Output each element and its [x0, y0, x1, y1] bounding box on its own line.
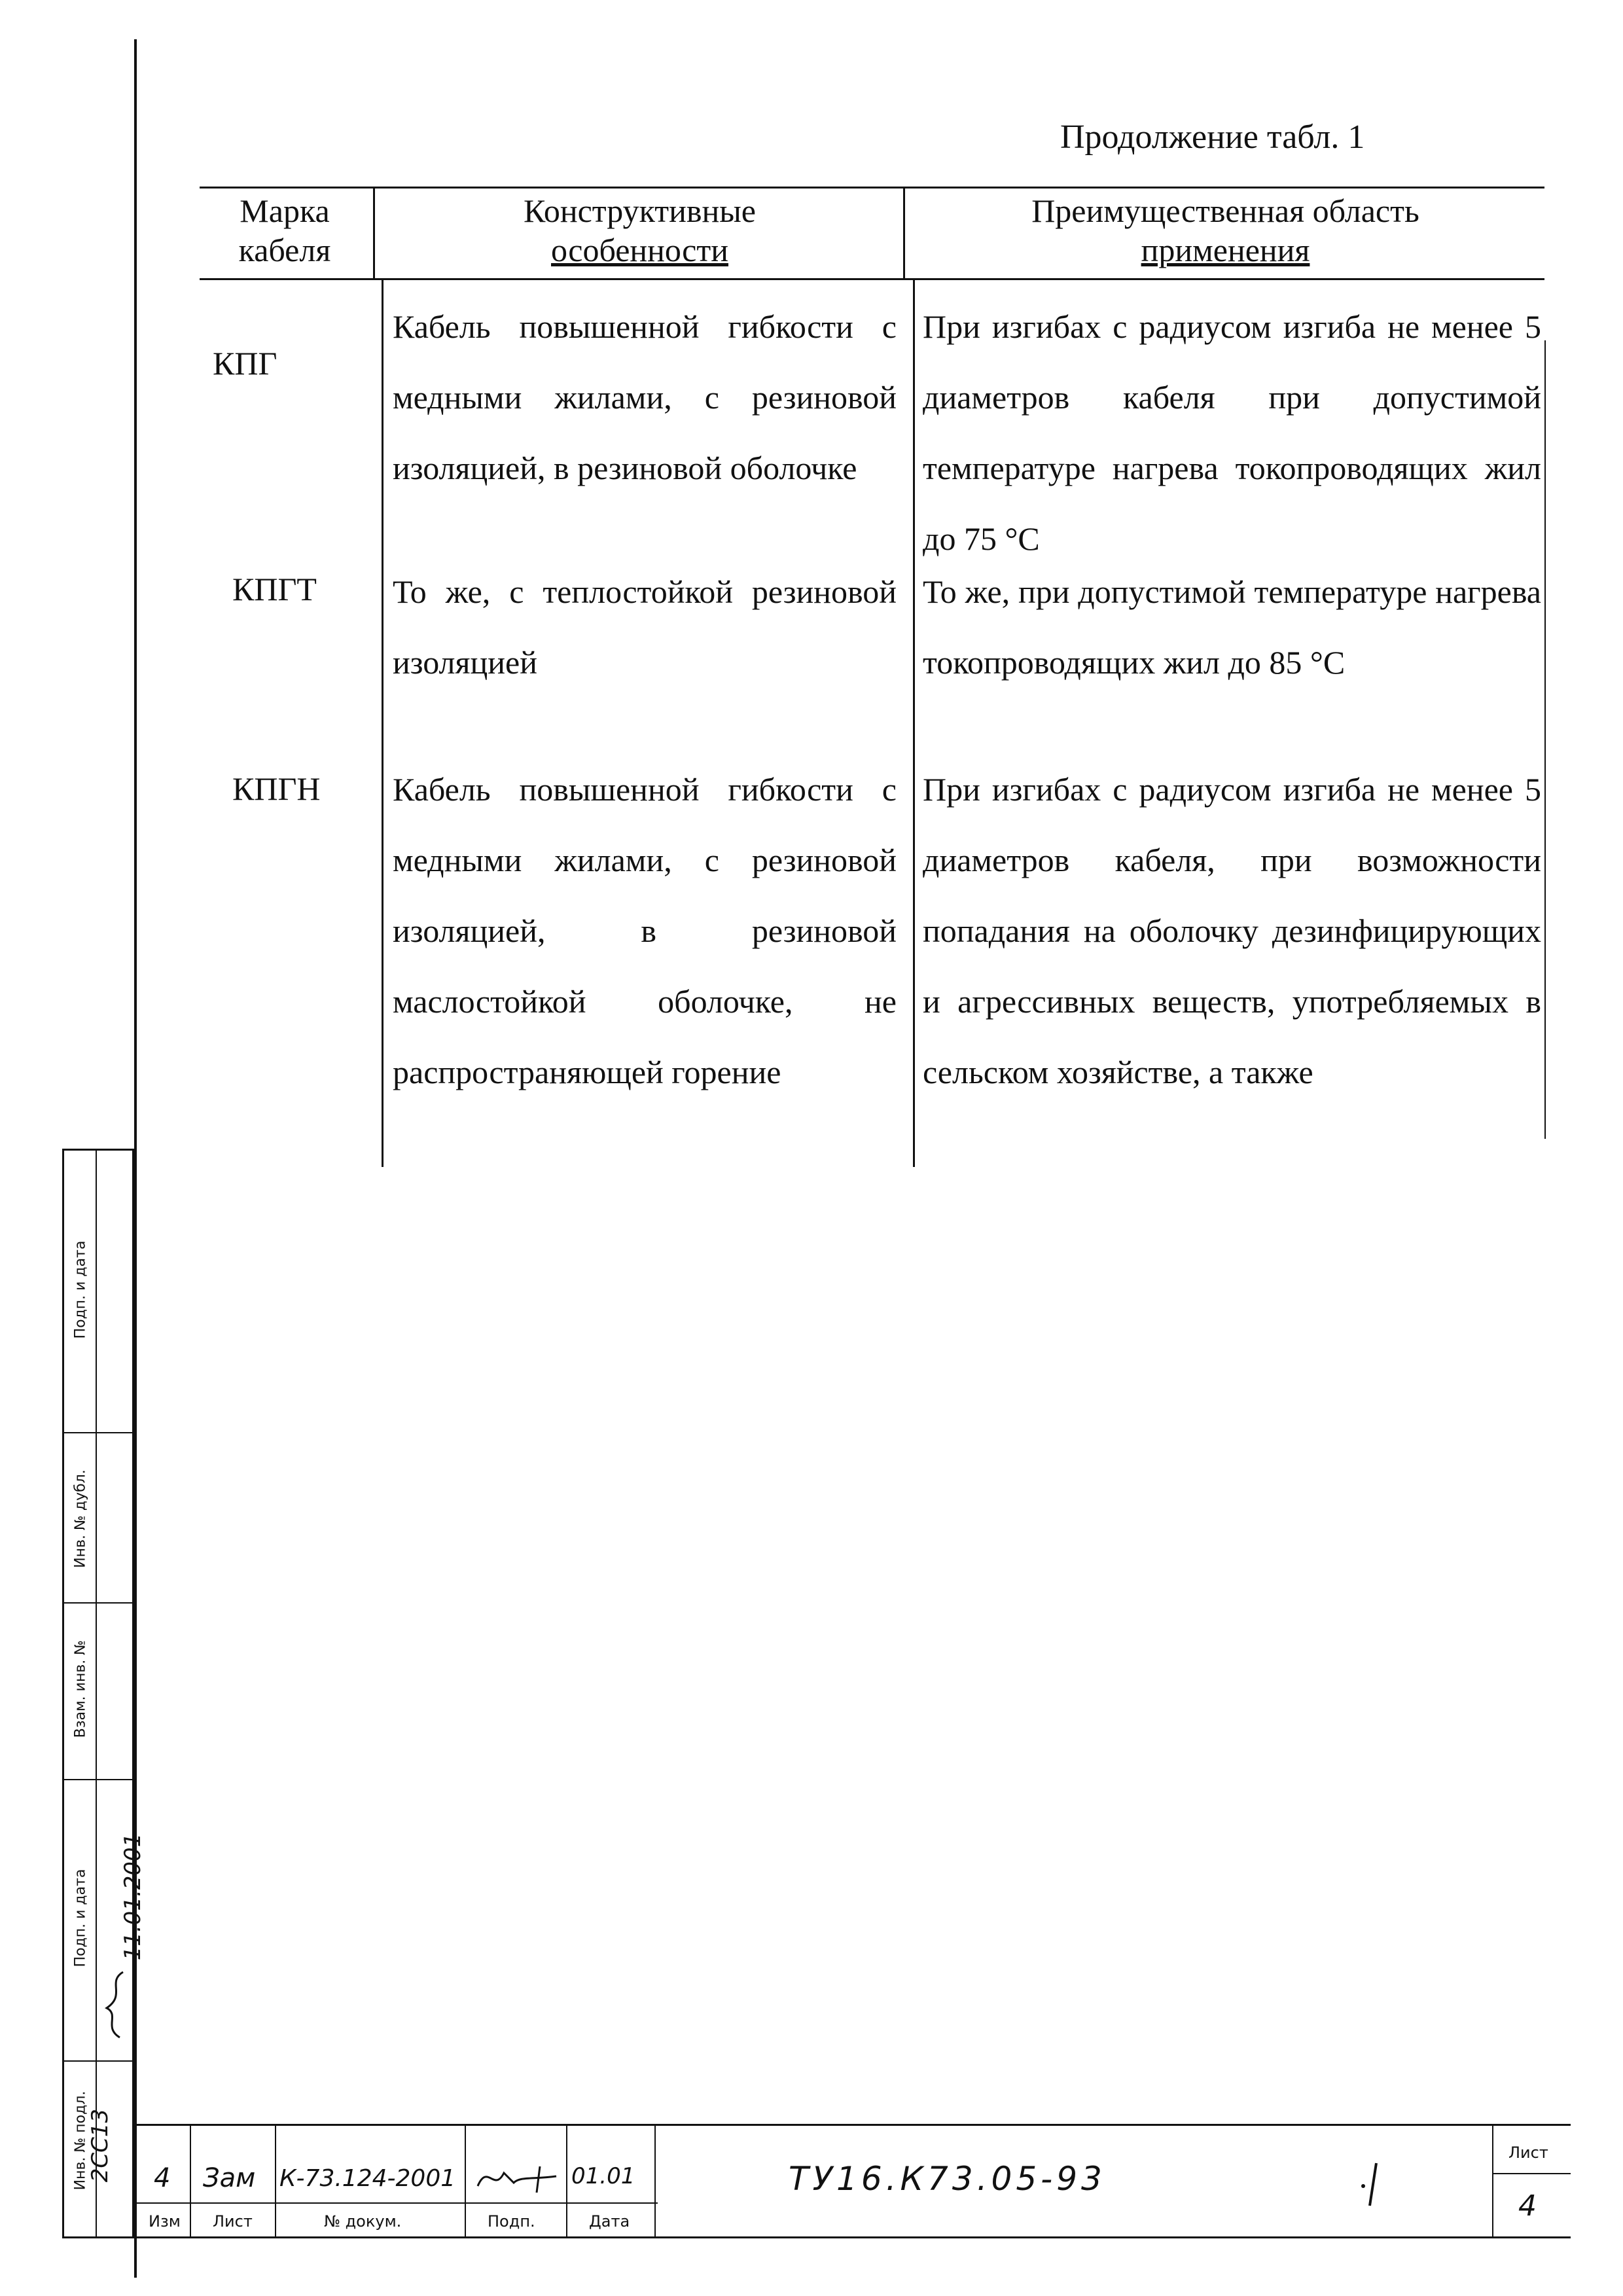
col-divider-1 [373, 187, 375, 280]
row-application: То же, при допустимой температуре нагрева токопроводящих жил до 85 °С [923, 573, 1541, 681]
page-mark [1358, 2160, 1384, 2209]
label-date: Дата [589, 2212, 630, 2231]
title-block-top [134, 2124, 1571, 2126]
doc-code: ТУ16.К73.05-93 [789, 2160, 1106, 2198]
row-mark: КПГ [213, 345, 277, 382]
signature-image [474, 2160, 560, 2199]
side-label-podp-data-2: Подп. и дата [72, 1240, 89, 1339]
side-stamp-sep [64, 1602, 133, 1604]
table-top-rule [200, 187, 1544, 188]
sheet-number: 4 [1518, 2189, 1537, 2223]
row-mark: КПГН [232, 770, 321, 807]
row-application: При изгибах с радиусом изгиба не менее 5 диаметров кабеля при допустимой температуре нагрева токопроводящих жил до 75 °С [923, 308, 1541, 557]
side-stamp-sep [64, 1779, 133, 1780]
sheet-value: Зам [203, 2163, 256, 2193]
row-mark: КПГТ [232, 571, 317, 607]
side-value-inv-podl: 2СС13 [87, 2108, 113, 2183]
side-label-vzam-inv: Взам. инв. № [72, 1640, 89, 1738]
header-application-line1: Преимущественная область [1031, 192, 1419, 229]
title-block-mid-rule [134, 2202, 658, 2204]
header-features-line1: Конструктивные [523, 192, 756, 229]
signature-image [100, 1969, 130, 2041]
col-divider-2 [903, 187, 905, 280]
row-application: При изгибах с радиусом изгиба не менее 5 диаметров кабеля, при возможности попадания на оболочку дезинфицирующих и агрессивных веществ, употребляемых в сельском хозяйстве, а также [923, 771, 1541, 1090]
label-izm: Изм [149, 2212, 181, 2231]
header-features-line2: особенности [551, 232, 728, 268]
header-application [906, 191, 1544, 270]
doc-number-value: К-73.124-2001 [279, 2165, 456, 2192]
sheet-label: Лист [1508, 2144, 1548, 2162]
table-caption: Продолжение табл. 1 [1060, 118, 1365, 156]
side-stamp-sep [64, 2060, 133, 2062]
header-mark-line1: Марка [240, 192, 330, 229]
header-features [376, 191, 903, 270]
side-stamp-sep [64, 1432, 133, 1433]
title-block [134, 2124, 1574, 2238]
col-divider-1-body [382, 280, 383, 1167]
label-list: Лист [213, 2212, 253, 2231]
header-mark [200, 191, 370, 270]
title-block-col [275, 2124, 276, 2238]
header-application-line2: применения [1141, 232, 1310, 268]
date-value: 01.01 [571, 2163, 635, 2189]
rev-value: 4 [154, 2163, 171, 2193]
side-stamp [62, 1149, 146, 2238]
sheet-box-rule [1492, 2173, 1571, 2174]
header-mark-line2: кабеля [238, 232, 331, 268]
right-edge-line [1544, 340, 1546, 1139]
row-features: Кабель повышенной гибкости с медными жилами, с резиновой изоляцией, в резиновой маслостойкой оболочке, не распространяющей горение [393, 771, 897, 1090]
title-block-col [566, 2124, 567, 2238]
title-block-col [1492, 2124, 1493, 2238]
title-block-bottom [134, 2236, 1571, 2238]
label-doc: № докум. [324, 2212, 402, 2231]
label-podp: Подп. [488, 2212, 535, 2231]
row-features: То же, с теплостойкой резиновой изоляцией [393, 573, 897, 681]
table-header-rule [200, 278, 1544, 280]
title-block-col [190, 2124, 191, 2238]
title-block-col [654, 2124, 656, 2238]
side-stamp-divider [96, 1151, 97, 2237]
side-label-podp-data: Подп. и дата [72, 1869, 89, 1967]
side-label-inv-dubl: Инв. № дубл. [72, 1469, 89, 1568]
col-divider-2-body [913, 280, 915, 1167]
side-label-inv-podl: Инв. № подл. [72, 2090, 89, 2191]
side-value-date: 11.01.2001 [120, 1833, 146, 1961]
row-features: Кабель повышенной гибкости с медными жилами, с резиновой изоляцией, в резиновой оболочке [393, 308, 897, 486]
title-block-col [465, 2124, 466, 2238]
